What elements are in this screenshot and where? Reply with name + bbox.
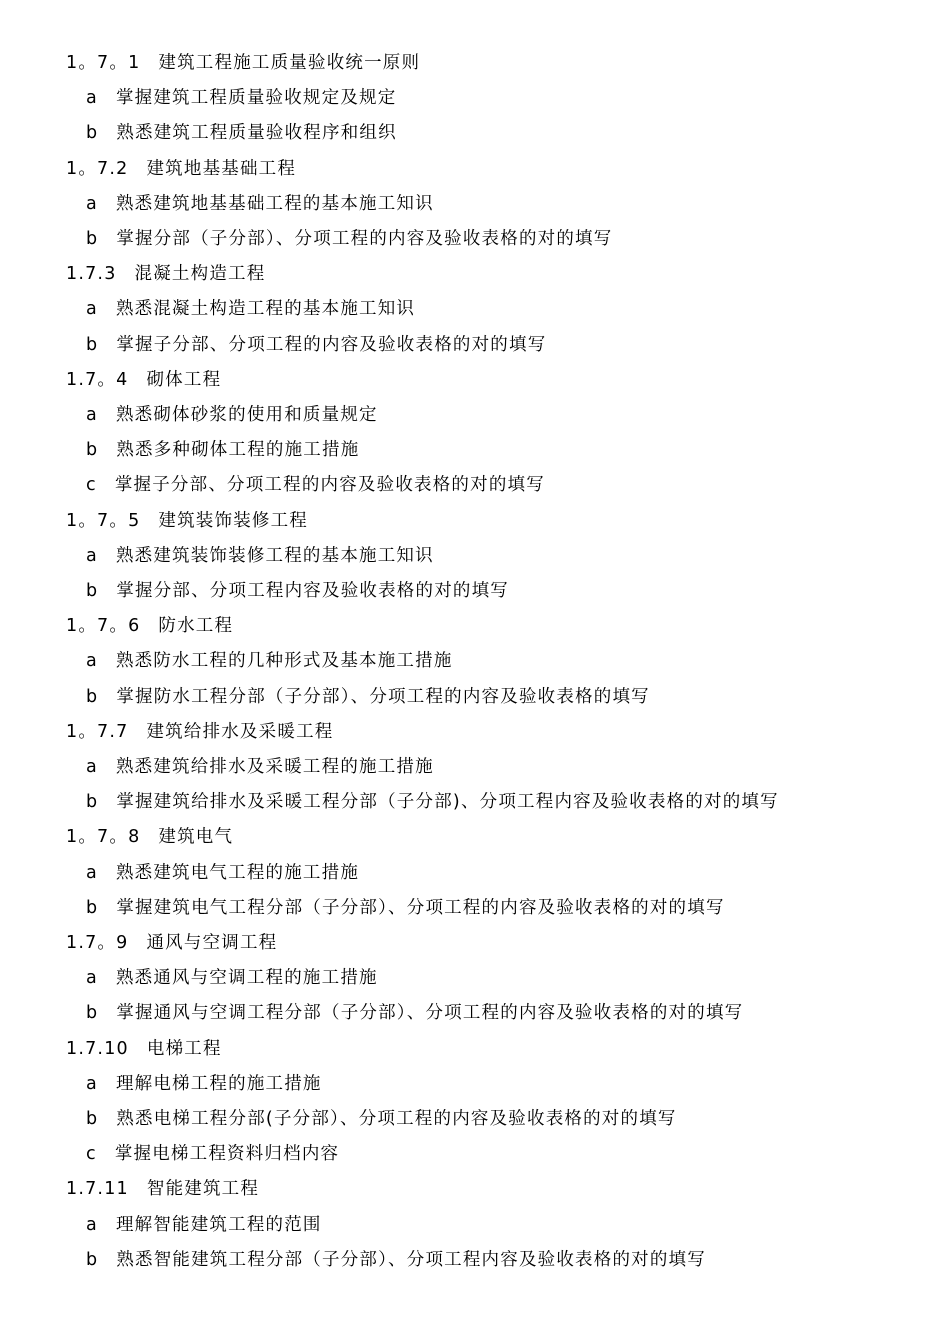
item-text: 掌握建筑工程质量验收规定及规定 [115,88,397,109]
item-marker: b [86,440,99,461]
list-item [86,1073,322,1095]
item-text: 掌握建筑电气工程分部（子分部）、分项工程的内容及验收表格的对的填写 [116,897,725,918]
section-heading [66,158,296,180]
section-number: 1。7.7 [66,721,129,742]
section-title: 电梯工程 [146,1038,222,1059]
item-text: 掌握分部、分项工程内容及验收表格的对的填写 [116,581,510,601]
item-marker: a [86,862,98,883]
list-item [86,122,397,144]
item-marker: a [86,88,98,109]
section-number: 1.7.11 [66,1179,129,1200]
section-heading [66,510,308,532]
list-item [86,193,434,215]
item-text: 熟悉建筑工程质量验收程序和组织 [116,123,397,144]
item-marker: a [86,651,98,672]
list-item [86,545,434,567]
section-number: 1.7。4 [66,369,129,390]
item-text: 熟悉多种砌体工程的施工措施 [116,440,360,461]
list-item [86,334,546,356]
section-heading [66,615,233,637]
list-item [86,897,725,919]
item-text: 熟悉电梯工程分部(子分部）、分项工程的内容及验收表格的对的填写 [116,1109,677,1129]
item-text: 熟悉建筑地基基础工程的基本施工知识 [115,193,434,214]
list-item [86,650,453,672]
section-number: 1。7。5 [66,510,141,531]
list-item [86,580,509,602]
section-title: 建筑地基基础工程 [146,158,297,179]
section-heading [66,369,221,391]
list-item [86,756,434,778]
section-number: 1.7.3 [66,264,117,285]
item-text: 掌握通风与空调工程分部（子分部）、分项工程的内容及验收表格的对的填写 [116,1003,744,1024]
section-title: 通风与空调工程 [146,933,278,953]
item-marker: a [86,405,98,425]
item-text: 掌握分部（子分部）、分项工程的内容及验收表格的对的填写 [116,229,613,249]
section-heading [66,826,233,848]
item-marker: b [86,1003,99,1024]
section-heading [66,1038,222,1060]
list-item [86,298,415,320]
item-text: 理解电梯工程的施工措施 [115,1073,322,1094]
item-marker: b [86,229,99,249]
item-marker: b [86,1249,99,1270]
item-marker: a [86,193,98,214]
section-number: 1。7。8 [66,827,141,848]
item-text: 熟悉智能建筑工程分部（子分部）、分项工程内容及验收表格的对的填写 [116,1249,706,1270]
list-item [86,1108,677,1130]
item-marker: c [86,475,97,496]
list-item [86,967,378,989]
item-text: 掌握子分部、分项工程的内容及验收表格的对的填写 [114,475,545,496]
section-title: 建筑给排水及采暖工程 [146,721,334,742]
item-marker: a [86,968,98,989]
item-text: 掌握子分部、分项工程的内容及验收表格的对的填写 [116,334,547,355]
section-number: 1。7。6 [66,616,141,637]
item-text: 熟悉通风与空调工程的施工措施 [115,968,378,989]
item-text: 掌握电梯工程资料归档内容 [114,1144,340,1165]
section-title: 混凝土构造工程 [134,264,266,285]
section-heading [66,932,277,954]
section-heading [66,721,333,743]
item-text: 熟悉建筑装饰装修工程的基本施工知识 [115,545,434,566]
section-title: 砌体工程 [146,369,222,390]
item-text: 熟悉建筑给排水及采暖工程的施工措施 [115,757,434,777]
section-heading [66,52,420,74]
item-text: 熟悉砌体砂浆的使用和质量规定 [115,405,378,425]
list-item [86,1214,322,1236]
item-marker: b [86,686,99,707]
section-title: 智能建筑工程 [146,1179,260,1200]
section-number: 1.7.10 [66,1038,129,1059]
section-number: 1。7。1 [66,53,141,73]
list-item [86,228,612,250]
item-text: 掌握建筑给排水及采暖工程分部（子分部)、分项工程内容及验收表格的对的填写 [116,792,779,813]
item-marker: a [86,1073,98,1094]
item-marker: b [86,581,99,601]
item-marker: a [86,545,98,566]
section-heading [66,263,265,285]
list-item [86,87,396,109]
section-title: 防水工程 [158,616,234,637]
section-heading [66,1178,259,1200]
item-marker: b [86,123,99,144]
item-marker: b [86,334,99,355]
section-number: 1.7。9 [66,933,129,953]
item-text: 理解智能建筑工程的范围 [115,1214,322,1235]
section-title: 建筑装饰装修工程 [158,510,309,531]
item-text: 掌握防水工程分部（子分部）、分项工程的内容及验收表格的填写 [116,686,650,707]
item-text: 熟悉建筑电气工程的施工措施 [115,862,360,883]
item-marker: b [86,792,99,813]
item-marker: a [86,1214,98,1235]
item-marker: a [86,757,98,777]
list-item [86,686,650,708]
section-number: 1。7.2 [66,158,129,179]
section-title: 建筑电气 [158,827,234,848]
list-item [86,1143,339,1165]
list-item [86,862,359,884]
item-text: 熟悉混凝土构造工程的基本施工知识 [115,299,416,320]
item-marker: a [86,299,98,320]
item-marker: b [86,1109,99,1129]
item-marker: b [86,897,99,918]
list-item [86,439,359,461]
list-item [86,474,545,496]
item-text: 熟悉防水工程的几种形式及基本施工措施 [115,651,453,672]
item-marker: c [86,1144,97,1165]
list-item [86,404,378,426]
list-item [86,1249,706,1271]
section-title: 建筑工程施工质量验收统一原则 [158,53,421,73]
list-item [86,791,779,813]
list-item [86,1002,743,1024]
